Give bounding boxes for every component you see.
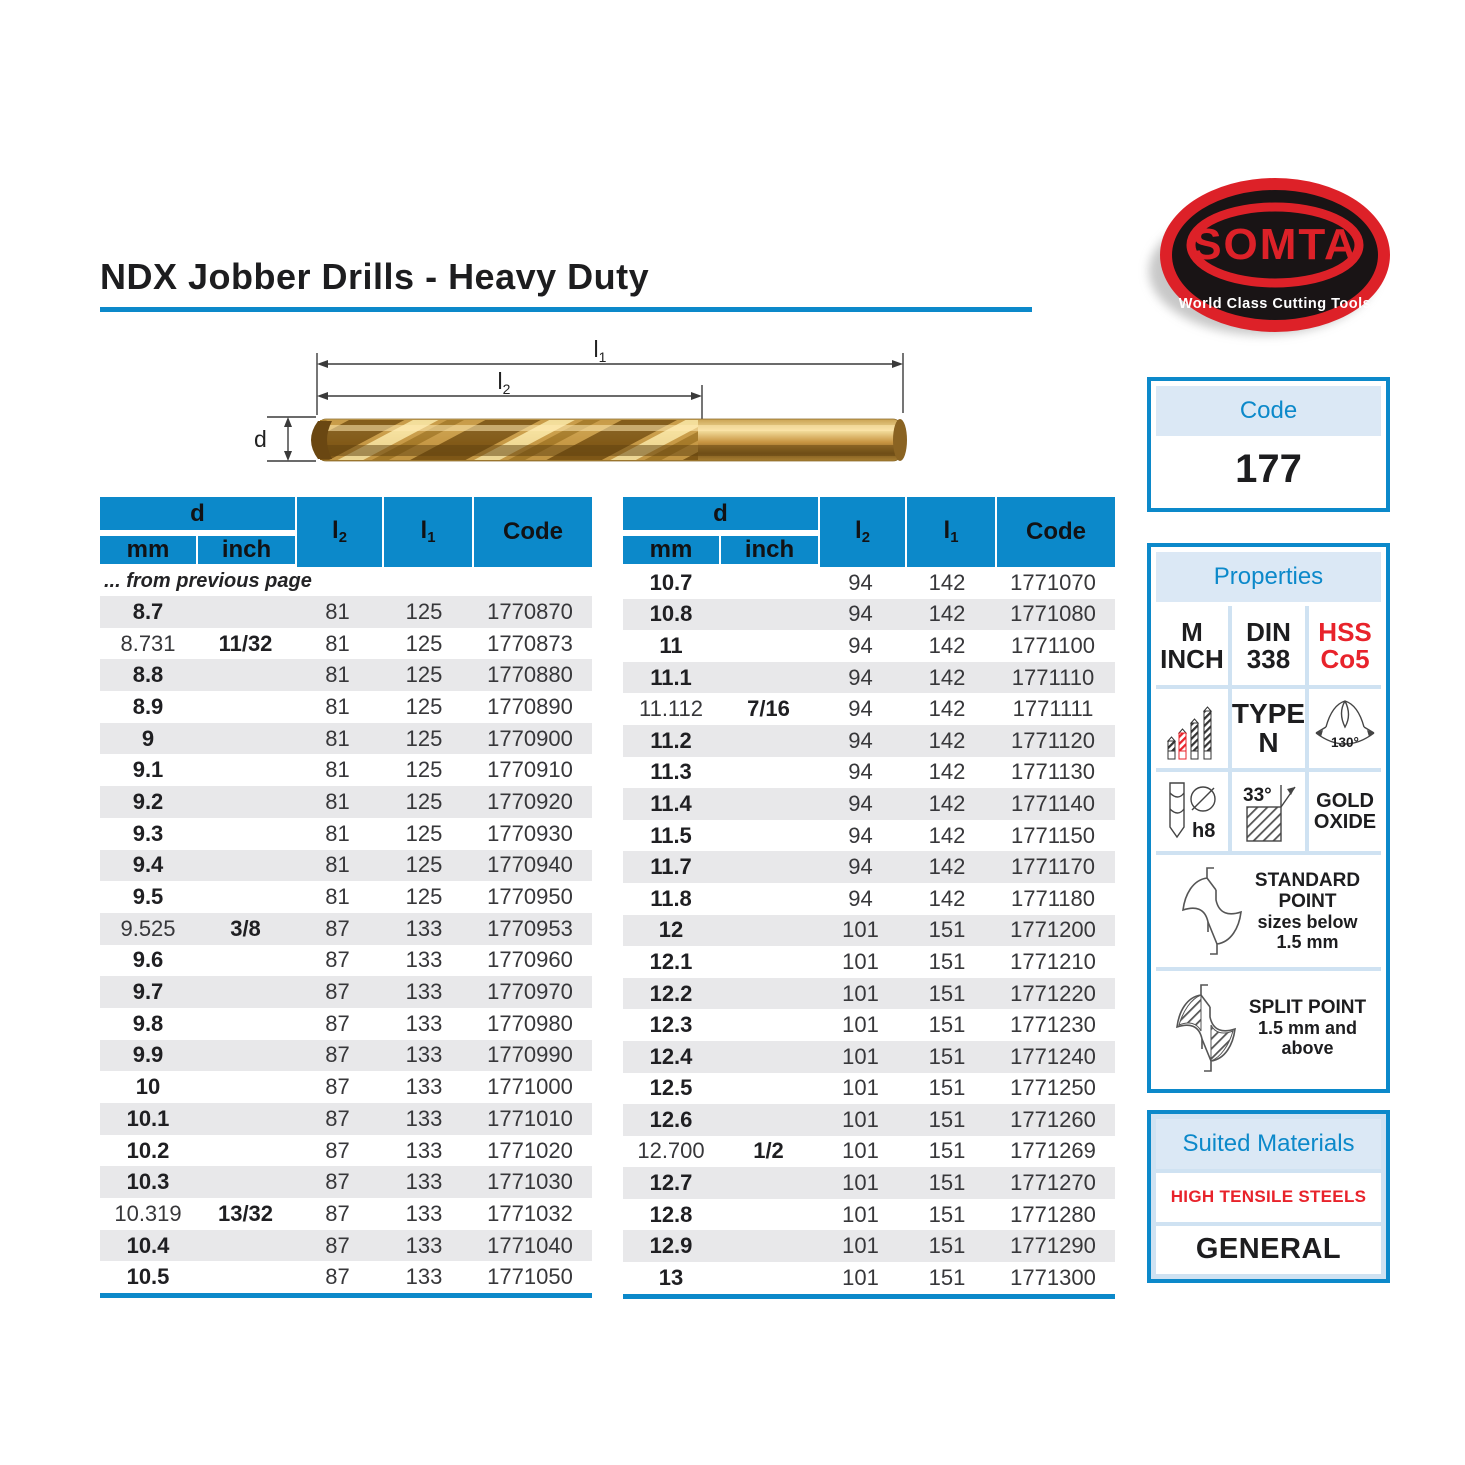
cell-l2: 101 [842, 1264, 879, 1290]
cell-l2: 94 [848, 664, 873, 690]
cell-code: 1770900 [487, 725, 573, 751]
cell-l1: 142 [928, 854, 966, 880]
cell-code: 1771220 [1010, 980, 1096, 1006]
cell-l1: 142 [928, 601, 966, 627]
cell-mm: 11.7 [650, 854, 692, 880]
property-point-angle [1309, 689, 1381, 768]
property-tolerance-h8 [1156, 772, 1228, 851]
cell-l1: 125 [405, 788, 443, 814]
table-row [100, 754, 592, 786]
property-m-inch: M INCH [1156, 606, 1228, 685]
cell-l2: 94 [848, 885, 873, 911]
cell-l2: 101 [842, 917, 879, 943]
cell-mm: 9.9 [132, 1042, 164, 1068]
header-l2: $l_2$ [818, 497, 905, 567]
cell-code: 1771120 [1010, 727, 1095, 753]
code-box-title: Code [1156, 386, 1381, 436]
cell-l1: 142 [928, 759, 966, 785]
cell-mm: 10.8 [649, 601, 693, 627]
cell-mm: 9.5 [132, 884, 164, 910]
table-row [623, 1009, 1115, 1041]
cell-l2: 81 [325, 852, 350, 878]
cell-l2: 87 [325, 1232, 350, 1258]
cell-l2: 87 [325, 915, 350, 941]
cell-code: 1770880 [487, 662, 573, 688]
cell-l1: 133 [405, 1169, 443, 1195]
cell-l1: 125 [405, 757, 443, 783]
dim-l1-label: $l_1$ [593, 336, 607, 365]
cell-code: 1771000 [487, 1074, 573, 1100]
cell-code: 1771270 [1010, 1170, 1096, 1196]
header-l1: $l_1$ [905, 497, 995, 567]
svg-text:130°: 130° [1331, 734, 1359, 750]
cell-l1: 142 [928, 632, 966, 658]
cell-code: 1770920 [487, 788, 573, 814]
cell-l1: 142 [928, 664, 966, 690]
property-standard-point: STANDARD POINT sizes below 1.5 mm [1156, 855, 1381, 967]
cell-mm: 12.6 [649, 1106, 693, 1132]
table-row [623, 1199, 1115, 1231]
cell-mm: 12 [658, 917, 684, 943]
drill-sizes-icon [1161, 697, 1223, 761]
cell-inch: 7/16 [747, 696, 790, 722]
cell-l1: 142 [928, 727, 966, 753]
cell-l1: 151 [928, 1233, 966, 1259]
standard-point-icon [1177, 862, 1249, 960]
cell-l1: 133 [405, 1137, 443, 1163]
cell-mm: 9.8 [132, 1010, 164, 1036]
cell-l2: 101 [842, 1043, 879, 1069]
properties-title: Properties [1156, 552, 1381, 602]
cell-code: 1770953 [487, 915, 573, 941]
table-row [100, 1008, 592, 1040]
cell-mm: 9 [141, 725, 155, 751]
cell-l1: 151 [928, 1170, 966, 1196]
cell-mm: 11 [659, 632, 683, 658]
cell-l2: 81 [325, 662, 350, 688]
cell-code: 1770970 [487, 979, 573, 1005]
cell-mm: 13 [658, 1264, 684, 1290]
header-mm: mm [623, 536, 721, 564]
cell-mm: 12.8 [649, 1201, 693, 1227]
cell-mm: 11.4 [650, 790, 692, 816]
cell-l1: 151 [928, 1075, 966, 1101]
cell-l2: 101 [842, 1075, 879, 1101]
cell-l1: 151 [928, 917, 966, 943]
cell-code: 1770890 [487, 693, 573, 719]
table-row [623, 1041, 1115, 1073]
cell-l1: 125 [405, 725, 443, 751]
drill-photo [311, 419, 907, 461]
cell-inch: 3/8 [230, 915, 261, 941]
left-table-body [100, 567, 592, 1298]
cell-l2: 101 [842, 948, 879, 974]
cell-l1: 133 [405, 979, 443, 1005]
table-row [100, 1071, 592, 1103]
cell-mm: 11.5 [650, 822, 692, 848]
tolerance-h8-icon [1160, 779, 1224, 845]
cell-l2: 87 [325, 1074, 350, 1100]
cell-l2: 94 [848, 727, 873, 753]
table-row [623, 693, 1115, 725]
cell-l2: 87 [325, 947, 350, 973]
cell-code: 1770870 [487, 598, 573, 624]
cell-code: 1770980 [487, 1010, 573, 1036]
cell-inch: 1/2 [753, 1138, 784, 1164]
table-row [100, 913, 592, 945]
table-row [623, 883, 1115, 915]
cell-mm: 10.1 [126, 1105, 170, 1131]
table-row [623, 915, 1115, 947]
table-row [623, 1136, 1115, 1168]
split-point-icon [1171, 979, 1243, 1077]
table-row [100, 850, 592, 882]
cell-l2: 101 [842, 1138, 879, 1164]
table-row [623, 820, 1115, 852]
cell-l2: 101 [842, 1201, 879, 1227]
cell-l1: 133 [405, 915, 443, 941]
cell-l2: 81 [325, 820, 350, 846]
cell-l2: 81 [325, 693, 350, 719]
cell-l1: 133 [405, 1042, 443, 1068]
table-row [623, 788, 1115, 820]
somta-logo [1135, 165, 1405, 350]
drill-dimension-diagram [240, 333, 920, 481]
table-row [100, 628, 592, 660]
header-l1: $l_1$ [382, 497, 472, 567]
cell-code: 1770873 [487, 630, 573, 656]
left-table-header [100, 497, 592, 567]
cell-l1: 151 [928, 1043, 966, 1069]
cell-code: 1771030 [487, 1169, 573, 1195]
cell-mm: 8.8 [132, 662, 164, 688]
cell-code: 1770940 [487, 852, 573, 878]
cell-mm: 10 [135, 1074, 161, 1100]
cell-mm: 11.3 [650, 759, 692, 785]
properties-box [1147, 543, 1390, 1093]
cell-mm: 12.1 [649, 948, 693, 974]
property-size-range [1156, 689, 1228, 768]
cell-mm: 10.2 [126, 1137, 170, 1163]
cell-l2: 101 [842, 1012, 879, 1038]
logo-tagline: World Class Cutting Tools [1178, 296, 1372, 312]
cell-code: 1771260 [1010, 1106, 1096, 1132]
cell-l2: 94 [848, 696, 873, 722]
cell-l1: 151 [928, 1138, 966, 1164]
cell-l2: 81 [325, 788, 350, 814]
cell-l1: 125 [405, 820, 443, 846]
cell-l1: 133 [405, 1232, 443, 1258]
cell-code: 1771080 [1010, 601, 1096, 627]
cell-mm: 12.4 [649, 1043, 693, 1069]
cell-l1: 142 [928, 885, 966, 911]
dim-l2-label: $l_2$ [497, 368, 511, 397]
suited-materials-box [1147, 1110, 1390, 1283]
suited-materials-title: Suited Materials [1156, 1119, 1381, 1169]
cell-mm: 12.9 [649, 1233, 693, 1259]
table-row [623, 630, 1115, 662]
cell-l1: 142 [928, 569, 966, 595]
cell-mm: 11.1 [650, 664, 692, 690]
table-row [100, 723, 592, 755]
cell-l1: 125 [405, 693, 443, 719]
header-l2: $l_2$ [295, 497, 382, 567]
cell-l2: 94 [848, 759, 873, 785]
cell-mm: 12.2 [649, 980, 693, 1006]
cell-l1: 133 [405, 1264, 443, 1290]
suited-material-high-tensile: HIGH TENSILE STEELS [1156, 1173, 1381, 1222]
cell-inch: 13/32 [217, 1200, 274, 1226]
cell-code: 1771100 [1010, 632, 1095, 658]
table-row [100, 1040, 592, 1072]
cell-code: 1771240 [1010, 1043, 1096, 1069]
table-row [623, 1073, 1115, 1105]
table-row [100, 945, 592, 977]
page-title: NDX Jobber Drills - Heavy Duty [100, 256, 650, 297]
dim-d-label: d [254, 426, 267, 452]
cell-code: 1771290 [1010, 1233, 1096, 1259]
cell-l1: 125 [405, 662, 443, 688]
cell-l2: 87 [325, 1137, 350, 1163]
cell-l1: 133 [405, 1010, 443, 1036]
cell-l1: 151 [928, 1264, 966, 1290]
cell-l2: 87 [325, 1264, 350, 1290]
cell-mm: 9.4 [132, 852, 164, 878]
table-row [623, 757, 1115, 789]
cell-l2: 94 [848, 569, 873, 595]
cell-l1: 125 [405, 630, 443, 656]
cell-code: 1771010 [487, 1105, 573, 1131]
cell-l2: 94 [848, 601, 873, 627]
cell-code: 1771180 [1010, 885, 1095, 911]
cell-mm: 11.8 [650, 885, 692, 911]
table-row [623, 1262, 1115, 1294]
table-row [100, 1230, 592, 1262]
cell-inch: 11/32 [218, 630, 273, 656]
property-gold-oxide: GOLD OXIDE [1309, 772, 1381, 851]
helix-angle-33-icon [1235, 779, 1301, 845]
header-inch: inch [198, 536, 295, 564]
cell-code: 1771170 [1010, 854, 1095, 880]
property-type-n: TYPE N [1232, 689, 1305, 768]
cell-mm: 12.7 [649, 1170, 693, 1196]
cell-l1: 133 [405, 947, 443, 973]
cell-l2: 87 [325, 1010, 350, 1036]
cell-mm: 11.112 [638, 696, 704, 722]
cell-l1: 151 [928, 980, 966, 1006]
cell-code: 1770910 [487, 757, 573, 783]
point-angle-130-icon [1312, 697, 1378, 761]
cell-code: 1770930 [487, 820, 573, 846]
table-row [100, 1103, 592, 1135]
suited-material-general: GENERAL [1156, 1226, 1381, 1275]
cell-l1: 125 [405, 884, 443, 910]
table-row [623, 1104, 1115, 1136]
cell-l2: 101 [842, 1233, 879, 1259]
cell-l2: 81 [325, 884, 350, 910]
cell-code: 1771070 [1010, 569, 1096, 595]
cell-l1: 142 [928, 790, 966, 816]
cell-l1: 151 [928, 1201, 966, 1227]
cell-l2: 87 [325, 1042, 350, 1068]
logo-brand-text: SOMTA [1192, 220, 1358, 269]
cell-code: 1771230 [1010, 1012, 1096, 1038]
cell-l2: 94 [848, 854, 873, 880]
cell-mm: 11.2 [650, 727, 692, 753]
cell-code: 1771200 [1010, 917, 1096, 943]
left-drill-table [100, 497, 592, 1298]
cell-code: 1770950 [487, 884, 573, 910]
svg-text:33°: 33° [1243, 784, 1273, 806]
continuation-note: ... from previous page [104, 570, 312, 592]
svg-text:h8: h8 [1191, 819, 1216, 842]
property-hss-co5: HSS Co5 [1309, 606, 1381, 685]
cell-l2: 87 [325, 1200, 350, 1226]
cell-l1: 125 [405, 852, 443, 878]
cell-l1: 151 [928, 948, 966, 974]
right-table-header [623, 497, 1115, 567]
cell-l1: 133 [405, 1105, 443, 1131]
cell-l1: 151 [928, 1012, 966, 1038]
table-row [623, 1230, 1115, 1262]
table-row [623, 662, 1115, 694]
table-row [623, 946, 1115, 978]
cell-code: 1770990 [487, 1042, 573, 1068]
table-row [100, 786, 592, 818]
cell-mm: 9.525 [120, 915, 176, 941]
table-row [623, 851, 1115, 883]
cell-mm: 8.731 [120, 630, 176, 656]
cell-l2: 94 [848, 822, 873, 848]
cell-code: 1771020 [487, 1137, 573, 1163]
cell-mm: 12.3 [649, 1012, 693, 1038]
header-d: d [623, 497, 818, 532]
header-inch: inch [721, 536, 818, 564]
cell-mm: 10.3 [126, 1169, 170, 1195]
cell-l1: 125 [405, 598, 443, 624]
header-code: Code [472, 497, 592, 567]
cell-code: 1771300 [1010, 1264, 1096, 1290]
cell-l2: 101 [842, 1106, 879, 1132]
cell-mm: 10.5 [126, 1264, 170, 1290]
table-row [100, 596, 592, 628]
cell-l2: 81 [325, 757, 350, 783]
cell-mm: 10.319 [114, 1200, 182, 1226]
cell-l2: 81 [325, 725, 350, 751]
cell-code: 1771050 [487, 1264, 573, 1290]
cell-code: 1771130 [1010, 759, 1095, 785]
table-row [100, 691, 592, 723]
cell-code: 1771210 [1010, 948, 1096, 974]
cell-l2: 87 [325, 1105, 350, 1131]
cell-code: 1771040 [487, 1232, 573, 1258]
table-row [100, 1135, 592, 1167]
cell-l2: 101 [842, 1170, 879, 1196]
property-din-338: DIN 338 [1232, 606, 1305, 685]
table-row [100, 818, 592, 850]
right-table-body [623, 567, 1115, 1299]
cell-mm: 8.7 [132, 598, 164, 624]
cell-code: 1771269 [1010, 1138, 1096, 1164]
cell-code: 1771250 [1010, 1075, 1096, 1101]
cell-l1: 142 [928, 696, 966, 722]
table-row [623, 1167, 1115, 1199]
cell-l1: 142 [928, 822, 966, 848]
right-drill-table [623, 497, 1115, 1299]
cell-code: 1770960 [487, 947, 573, 973]
table-row [100, 881, 592, 913]
cell-l2: 94 [848, 790, 873, 816]
cell-mm: 9.2 [132, 788, 164, 814]
property-helix-angle [1232, 772, 1305, 851]
cell-l2: 87 [325, 1169, 350, 1195]
header-d: d [100, 497, 295, 532]
cell-mm: 9.3 [132, 820, 164, 846]
table-row [100, 976, 592, 1008]
table-row [100, 1198, 592, 1230]
cell-l2: 81 [325, 598, 350, 624]
table-row [100, 1166, 592, 1198]
header-mm: mm [100, 536, 198, 564]
cell-mm: 8.9 [132, 693, 164, 719]
cell-code: 1771280 [1010, 1201, 1096, 1227]
cell-code: 1771110 [1011, 664, 1095, 690]
table-row [623, 725, 1115, 757]
header-code: Code [995, 497, 1115, 567]
cell-code: 1771032 [487, 1200, 573, 1226]
cell-l1: 133 [405, 1074, 443, 1100]
cell-l1: 133 [405, 1200, 443, 1226]
cell-code: 1771140 [1010, 790, 1095, 816]
cell-l2: 81 [325, 630, 350, 656]
cell-mm: 12.5 [649, 1075, 693, 1101]
cell-code: 1771111 [1012, 696, 1094, 722]
cell-l2: 101 [842, 980, 879, 1006]
table-row [623, 567, 1115, 599]
property-split-point: SPLIT POINT 1.5 mm and above [1156, 971, 1381, 1084]
cell-mm: 12.700 [637, 1138, 705, 1164]
table-row [623, 599, 1115, 631]
cell-mm: 10.7 [649, 569, 693, 595]
cell-mm: 9.7 [132, 979, 164, 1005]
cell-l2: 94 [848, 632, 873, 658]
cell-mm: 9.1 [132, 757, 164, 783]
cell-l2: 87 [325, 979, 350, 1005]
cell-mm: 9.6 [132, 947, 164, 973]
table-row [623, 978, 1115, 1010]
cell-code: 1771150 [1010, 822, 1095, 848]
code-value: 177 [1235, 446, 1302, 491]
code-box [1147, 377, 1390, 512]
cell-l1: 151 [928, 1106, 966, 1132]
title-underline [100, 307, 1032, 312]
table-row [100, 1261, 592, 1293]
cell-mm: 10.4 [126, 1232, 170, 1258]
table-row [100, 659, 592, 691]
